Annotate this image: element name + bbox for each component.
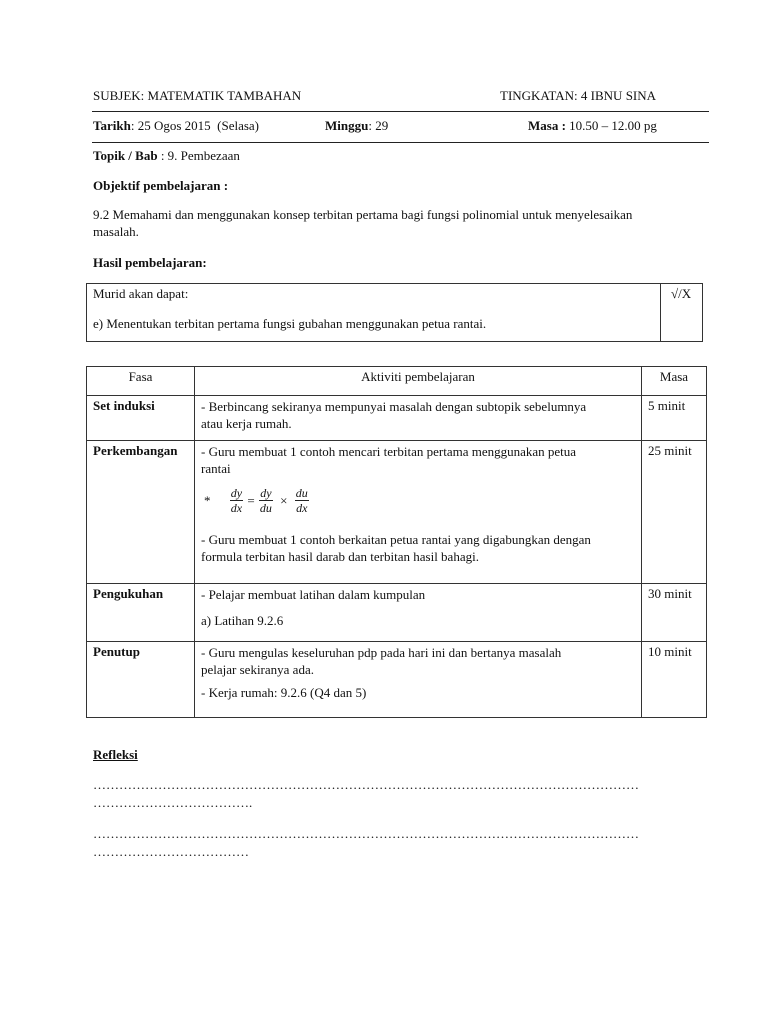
date-label: Tarikh [93,118,131,133]
time-value: 10.50 – 12.00 pg [565,118,657,133]
chain-rule-formula [203,486,641,522]
reflection-heading: Refleksi [93,747,138,762]
header-rule-top [92,111,709,112]
phase-pengukuhan: Pengukuhan [93,586,164,601]
activity-line: - Guru membuat 1 contoh berkaitan petua rantai yang digabungkan dengan [201,532,591,547]
outcome-item: e) Menentukan terbitan pertama fungsi gubahan menggunakan petua rantai. [93,316,487,331]
activity-line: - Guru mengulas keseluruhan pdp pada hari ini dan bertanya masalah [201,645,562,660]
table-row [87,396,707,441]
topic-label: Topik / Bab [93,148,158,163]
week-label: Minggu [325,118,369,133]
time-penutup: 10 minit [648,644,692,659]
activity-line: - Guru membuat 1 contoh mencari terbitan pertama menggunakan petua [201,444,577,459]
activity-line: rantai [201,461,231,476]
fraction-numerator: dy [230,486,243,500]
time-set-induksi: 5 minit [648,398,686,413]
reflection-line-1a: ……………………………………………………………………………………………………………… [93,777,639,792]
fraction-denominator: dx [296,501,308,515]
fraction-dy-du [259,486,273,515]
outcome-box [86,283,703,342]
table-header-row [87,367,707,396]
header-activity: Aktiviti pembelajaran [361,369,475,384]
fraction-numerator: du [295,486,308,500]
subject-label: SUBJEK: MATEMATIK TAMBAHAN [93,88,302,103]
check-mark: √/X [671,286,692,301]
time-pengukuhan: 30 minit [648,586,692,601]
topic-value: : 9. Pembezaan [157,148,240,163]
outcome-heading: Hasil pembelajaran: [93,255,207,270]
topic-row [93,148,240,164]
fraction-denominator: du [259,501,272,515]
fraction-numerator: dy [260,486,272,500]
reflection-line-2b: ……………………………… [93,844,249,859]
time-row [528,118,657,134]
times-sign: × [280,493,288,508]
header-phase: Fasa [128,369,153,384]
phase-perkembangan: Perkembangan [93,443,178,458]
equals-sign: = [247,493,255,508]
activity-line: - Berbincang sekiranya mempunyai masalah dengan subtopik sebelumnya [201,399,587,414]
outcome-intro: Murid akan dapat: [93,286,189,301]
grade-label: TINGKATAN: 4 IBNU SINA [500,88,657,103]
reflection-line-2a: ……………………………………………………………………………………………………………… [93,826,639,841]
reflection-line-1b: ………………………………. [93,795,253,810]
table-row [87,642,707,718]
week-row [325,118,388,134]
fraction-dy-dx [230,486,243,515]
table-row [87,441,707,584]
date-row [93,118,259,134]
activity-line: formula terbitan hasil darab dan terbitan hasil bahagi. [201,549,479,564]
fraction-denominator: dx [230,501,243,515]
date-value: : 25 Ogos 2015 (Selasa) [130,118,260,133]
table-row [87,584,707,642]
time-perkembangan: 25 minit [648,443,692,458]
header-rule-bottom [92,142,709,143]
formula-bullet: * [204,493,211,508]
activity-line: a) Latihan 9.2.6 [201,613,284,628]
objective-heading: Objektif pembelajaran : [93,178,229,193]
activity-line: - Kerja rumah: 9.2.6 (Q4 dan 5) [201,685,367,700]
phase-set-induksi: Set induksi [93,398,155,413]
time-label: Masa : [528,118,566,133]
activity-line: atau kerja rumah. [201,416,292,431]
header-time: Masa [659,369,689,384]
objective-line-2: masalah. [93,224,139,239]
activity-line: - Pelajar membuat latihan dalam kumpulan [201,587,426,602]
week-value: : 29 [368,118,389,133]
fraction-du-dx [295,486,309,515]
phase-penutup: Penutup [93,644,140,659]
objective-line-1: 9.2 Memahami dan menggunakan konsep terbitan pertama bagi fungsi polinomial untuk menyelesaikan [93,207,633,222]
lesson-table [86,366,707,718]
activity-line: pelajar sekiranya ada. [201,662,314,677]
